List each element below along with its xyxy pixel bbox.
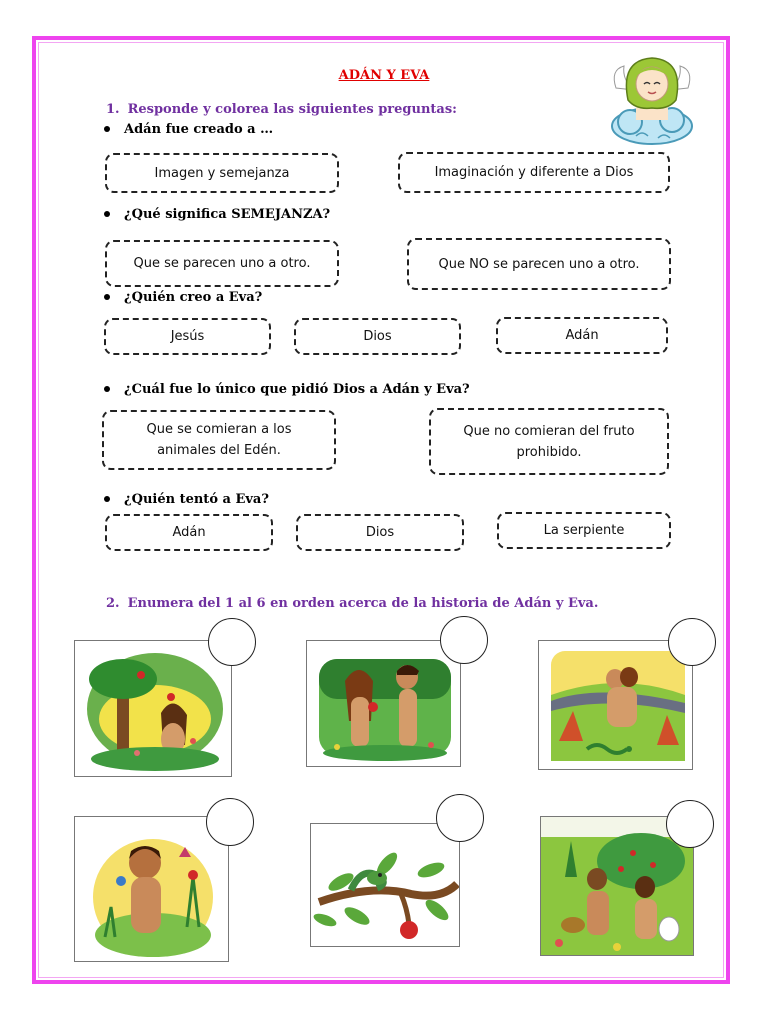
question-5: ¿Quién tentó a Eva? bbox=[104, 492, 269, 507]
bullet-icon bbox=[104, 386, 110, 392]
section-1-heading: 1. Responde y colorea las siguientes preguntas: bbox=[106, 102, 457, 117]
number-circle[interactable] bbox=[208, 618, 256, 666]
angel-clipart bbox=[606, 50, 698, 148]
answer-option[interactable]: Que no comieran del fruto prohibido. bbox=[429, 408, 669, 475]
answer-option[interactable]: Que se comieran a los animales del Edén. bbox=[102, 410, 336, 470]
answer-option[interactable]: Adán bbox=[105, 514, 273, 551]
story-picture-eve-tree bbox=[74, 640, 232, 777]
answer-option[interactable]: La serpiente bbox=[497, 512, 671, 549]
bullet-icon bbox=[104, 496, 110, 502]
bullet-icon bbox=[104, 126, 110, 132]
answer-option[interactable]: Adán bbox=[496, 317, 668, 354]
answer-option[interactable]: Imaginación y diferente a Dios bbox=[398, 152, 670, 193]
story-picture-adam-creation bbox=[74, 816, 229, 962]
answer-option[interactable]: Dios bbox=[294, 318, 461, 355]
story-picture-serpent-branch bbox=[310, 823, 460, 947]
bullet-icon bbox=[104, 294, 110, 300]
answer-option[interactable]: Que se parecen uno a otro. bbox=[105, 240, 339, 287]
number-circle[interactable] bbox=[206, 798, 254, 846]
section-2-heading: 2. Enumera del 1 al 6 en orden acerca de la historia de Adán y Eva. bbox=[106, 596, 599, 611]
answer-option[interactable]: Dios bbox=[296, 514, 464, 551]
number-circle[interactable] bbox=[440, 616, 488, 664]
answer-option[interactable]: Que NO se parecen uno a otro. bbox=[407, 238, 671, 290]
number-circle[interactable] bbox=[668, 618, 716, 666]
question-1: Adán fue creado a … bbox=[104, 122, 273, 137]
question-2: ¿Qué significa SEMEJANZA? bbox=[104, 207, 330, 222]
answer-option[interactable]: Imagen y semejanza bbox=[105, 153, 339, 193]
bullet-icon bbox=[104, 211, 110, 217]
answer-option[interactable]: Jesús bbox=[104, 318, 271, 355]
story-picture-adam-eve-fruit bbox=[306, 640, 461, 767]
question-4: ¿Cuál fue lo único que pidió Dios a Adán y Eva? bbox=[104, 382, 470, 397]
worksheet-title: ADÁN Y EVA bbox=[338, 68, 430, 83]
number-circle[interactable] bbox=[436, 794, 484, 842]
question-3: ¿Quién creo a Eva? bbox=[104, 290, 262, 305]
number-circle[interactable] bbox=[666, 800, 714, 848]
story-picture-expulsion bbox=[538, 640, 693, 770]
